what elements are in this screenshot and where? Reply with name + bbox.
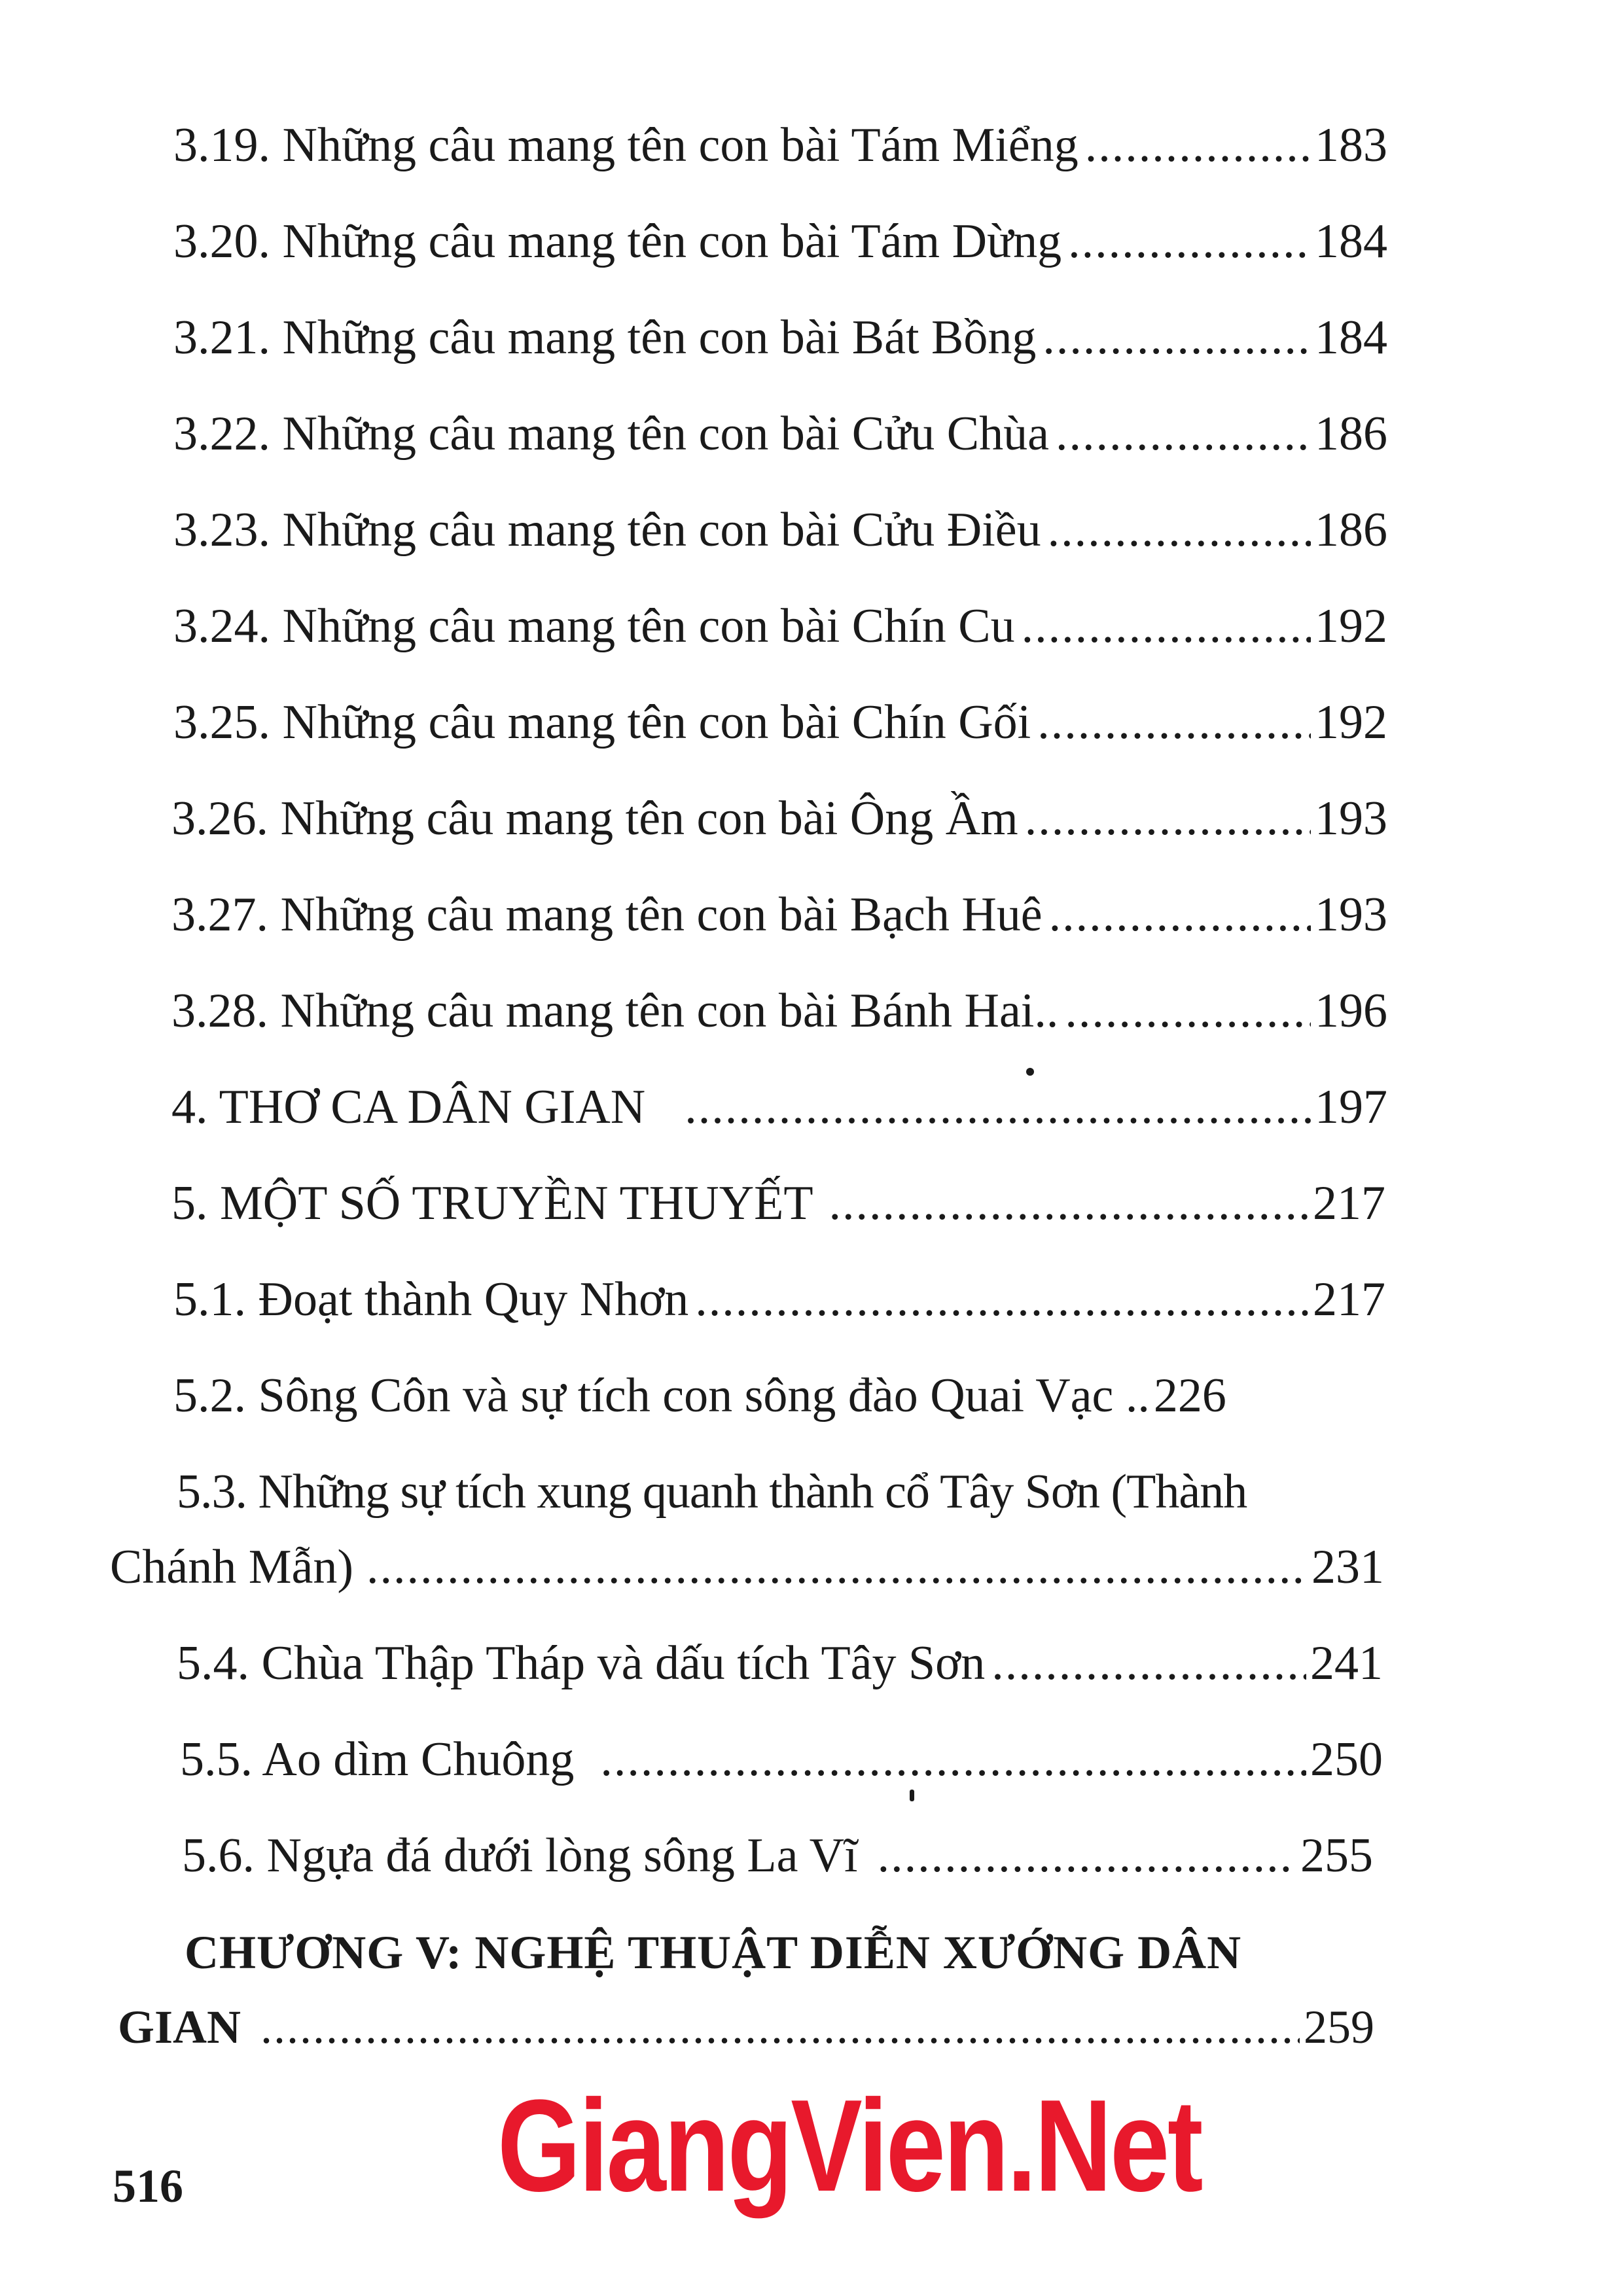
toc-entry-5-5 xyxy=(180,1735,1383,1784)
toc-entry-3-23 xyxy=(173,503,1387,557)
watermark-logo: GiangVien.Net xyxy=(497,2073,1202,2219)
toc-entry-label: 5. MỘT SỐ TRUYỀN THUYẾT xyxy=(171,1176,813,1230)
toc-entry-page: 192 xyxy=(1315,696,1387,749)
leader-dots xyxy=(695,1275,1309,1324)
leader-dots xyxy=(600,1735,1306,1784)
toc-entry-page: 184 xyxy=(1315,215,1387,268)
leader-dots xyxy=(1085,121,1311,169)
toc-entry-label: 3.20. Những câu mang tên con bài Tám Dừng xyxy=(173,215,1062,268)
page-number: 516 xyxy=(113,2160,183,2212)
toc-entry-label: Chánh Mẫn) xyxy=(110,1540,353,1594)
toc-entry-page: 197 xyxy=(1315,1080,1387,1134)
toc-entry-label: 5.1. Đoạt thành Quy Nhơn xyxy=(173,1273,689,1326)
toc-entry-3-19 xyxy=(173,118,1387,172)
toc-entry-3-21 xyxy=(173,313,1387,362)
chapter-heading-label: GIAN xyxy=(118,2001,241,2053)
toc-entry-5-3-line1 xyxy=(177,1465,1387,1519)
leader-dots xyxy=(991,1639,1306,1687)
toc-entry-page: 241 xyxy=(1310,1636,1383,1690)
ink-speck xyxy=(910,1790,914,1801)
toc-entry-3-27 xyxy=(171,888,1387,942)
toc-entry-page: 193 xyxy=(1315,888,1387,942)
leader-dots xyxy=(685,1083,1311,1131)
leader-dots xyxy=(878,1831,1296,1880)
toc-entry-label: 3.23. Những câu mang tên con bài Cửu Điều xyxy=(173,503,1041,557)
toc-entry-page: 250 xyxy=(1310,1733,1383,1786)
ink-speck xyxy=(1026,1068,1034,1076)
toc-entry-page: 217 xyxy=(1313,1273,1385,1326)
toc-entry-page: 186 xyxy=(1315,503,1387,557)
toc-entry-5-6 xyxy=(182,1831,1373,1880)
toc-entry-label: 5.5. Ao dìm Chuông xyxy=(180,1733,575,1786)
toc-entry-5-4 xyxy=(177,1636,1383,1690)
leader-dots xyxy=(1065,987,1311,1035)
toc-entry-page: 226 xyxy=(1153,1369,1226,1422)
chapter-heading-page: 259 xyxy=(1304,2001,1374,2053)
toc-entry-label: 3.19. Những câu mang tên con bài Tám Miểng xyxy=(173,118,1079,172)
leader-dots xyxy=(1049,891,1311,939)
toc-entry-page: 183 xyxy=(1315,118,1387,172)
toc-entry-page: 193 xyxy=(1315,792,1387,845)
toc-entry-5 xyxy=(171,1176,1385,1230)
leader-dots xyxy=(260,2004,1300,2051)
toc-entry-label: 5.3. Những sự tích xung quanh thành cổ Tây Sơn (Thành xyxy=(177,1465,1247,1519)
toc-entry-page: 255 xyxy=(1300,1829,1373,1882)
leader-dots xyxy=(1056,410,1311,458)
toc-entry-page: 184 xyxy=(1315,311,1387,364)
toc-entry-label: 3.24. Những câu mang tên con bài Chín Cu xyxy=(173,599,1015,653)
toc-entry-label: 3.28. Những câu mang tên con bài Bánh Hai.. xyxy=(171,984,1059,1038)
toc-entry-page: 192 xyxy=(1315,599,1387,653)
toc-entry-3-25 xyxy=(173,698,1387,747)
toc-entry-label: 5.4. Chùa Thập Tháp và dấu tích Tây Sơn xyxy=(177,1636,986,1690)
chapter-heading-label: CHƯƠNG V: NGHỆ THUẬT DIỄN XƯỚNG DÂN xyxy=(185,1926,1242,1979)
leader-dots xyxy=(1048,506,1311,554)
toc-entry-page: 186 xyxy=(1315,407,1387,461)
toc-entry-5-1 xyxy=(173,1275,1385,1324)
leader-dots xyxy=(1068,217,1311,266)
toc-entry-label: 3.21. Những câu mang tên con bài Bát Bồng xyxy=(173,311,1037,364)
toc-entry-4 xyxy=(171,1080,1387,1134)
toc-entry-3-28 xyxy=(171,984,1387,1038)
toc-entry-label: 3.25. Những câu mang tên con bài Chín Gối xyxy=(173,696,1031,749)
toc-entry-label: 4. THƠ CA DÂN GIAN xyxy=(171,1080,646,1134)
chapter-heading-line1 xyxy=(185,1926,1242,1979)
toc-entry-label: 3.27. Những câu mang tên con bài Bạch Huê xyxy=(171,888,1043,942)
toc-entry-label: 5.6. Ngựa đá dưới lòng sông La Vĩ xyxy=(182,1829,858,1882)
leader-dots xyxy=(1025,794,1311,843)
toc-entry-label: 3.22. Những câu mang tên con bài Cửu Chùa xyxy=(173,407,1049,461)
toc-entry-page: 231 xyxy=(1311,1540,1384,1594)
toc-entry-page: 217 xyxy=(1313,1176,1385,1230)
chapter-heading-line2 xyxy=(118,2001,1374,2053)
toc-entry-3-20 xyxy=(173,217,1387,266)
leader-dots xyxy=(1022,602,1311,650)
leader-dots xyxy=(1043,313,1311,362)
toc-entry-label: 3.26. Những câu mang tên con bài Ông Ầm xyxy=(171,792,1018,845)
leader-dots xyxy=(366,1543,1308,1591)
toc-entry-5-2 xyxy=(173,1371,1385,1420)
toc-entry-page: 196 xyxy=(1315,984,1387,1038)
toc-entry-3-24 xyxy=(173,599,1387,653)
toc-entry-label: 5.2. Sông Côn và sự tích con sông đào Quai Vạc .. xyxy=(173,1369,1150,1422)
toc-entry-3-26 xyxy=(171,794,1387,843)
leader-dots xyxy=(1037,698,1311,747)
toc-entry-3-22 xyxy=(173,407,1387,461)
leader-dots xyxy=(829,1179,1309,1227)
toc-entry-5-3-line2 xyxy=(110,1540,1384,1594)
